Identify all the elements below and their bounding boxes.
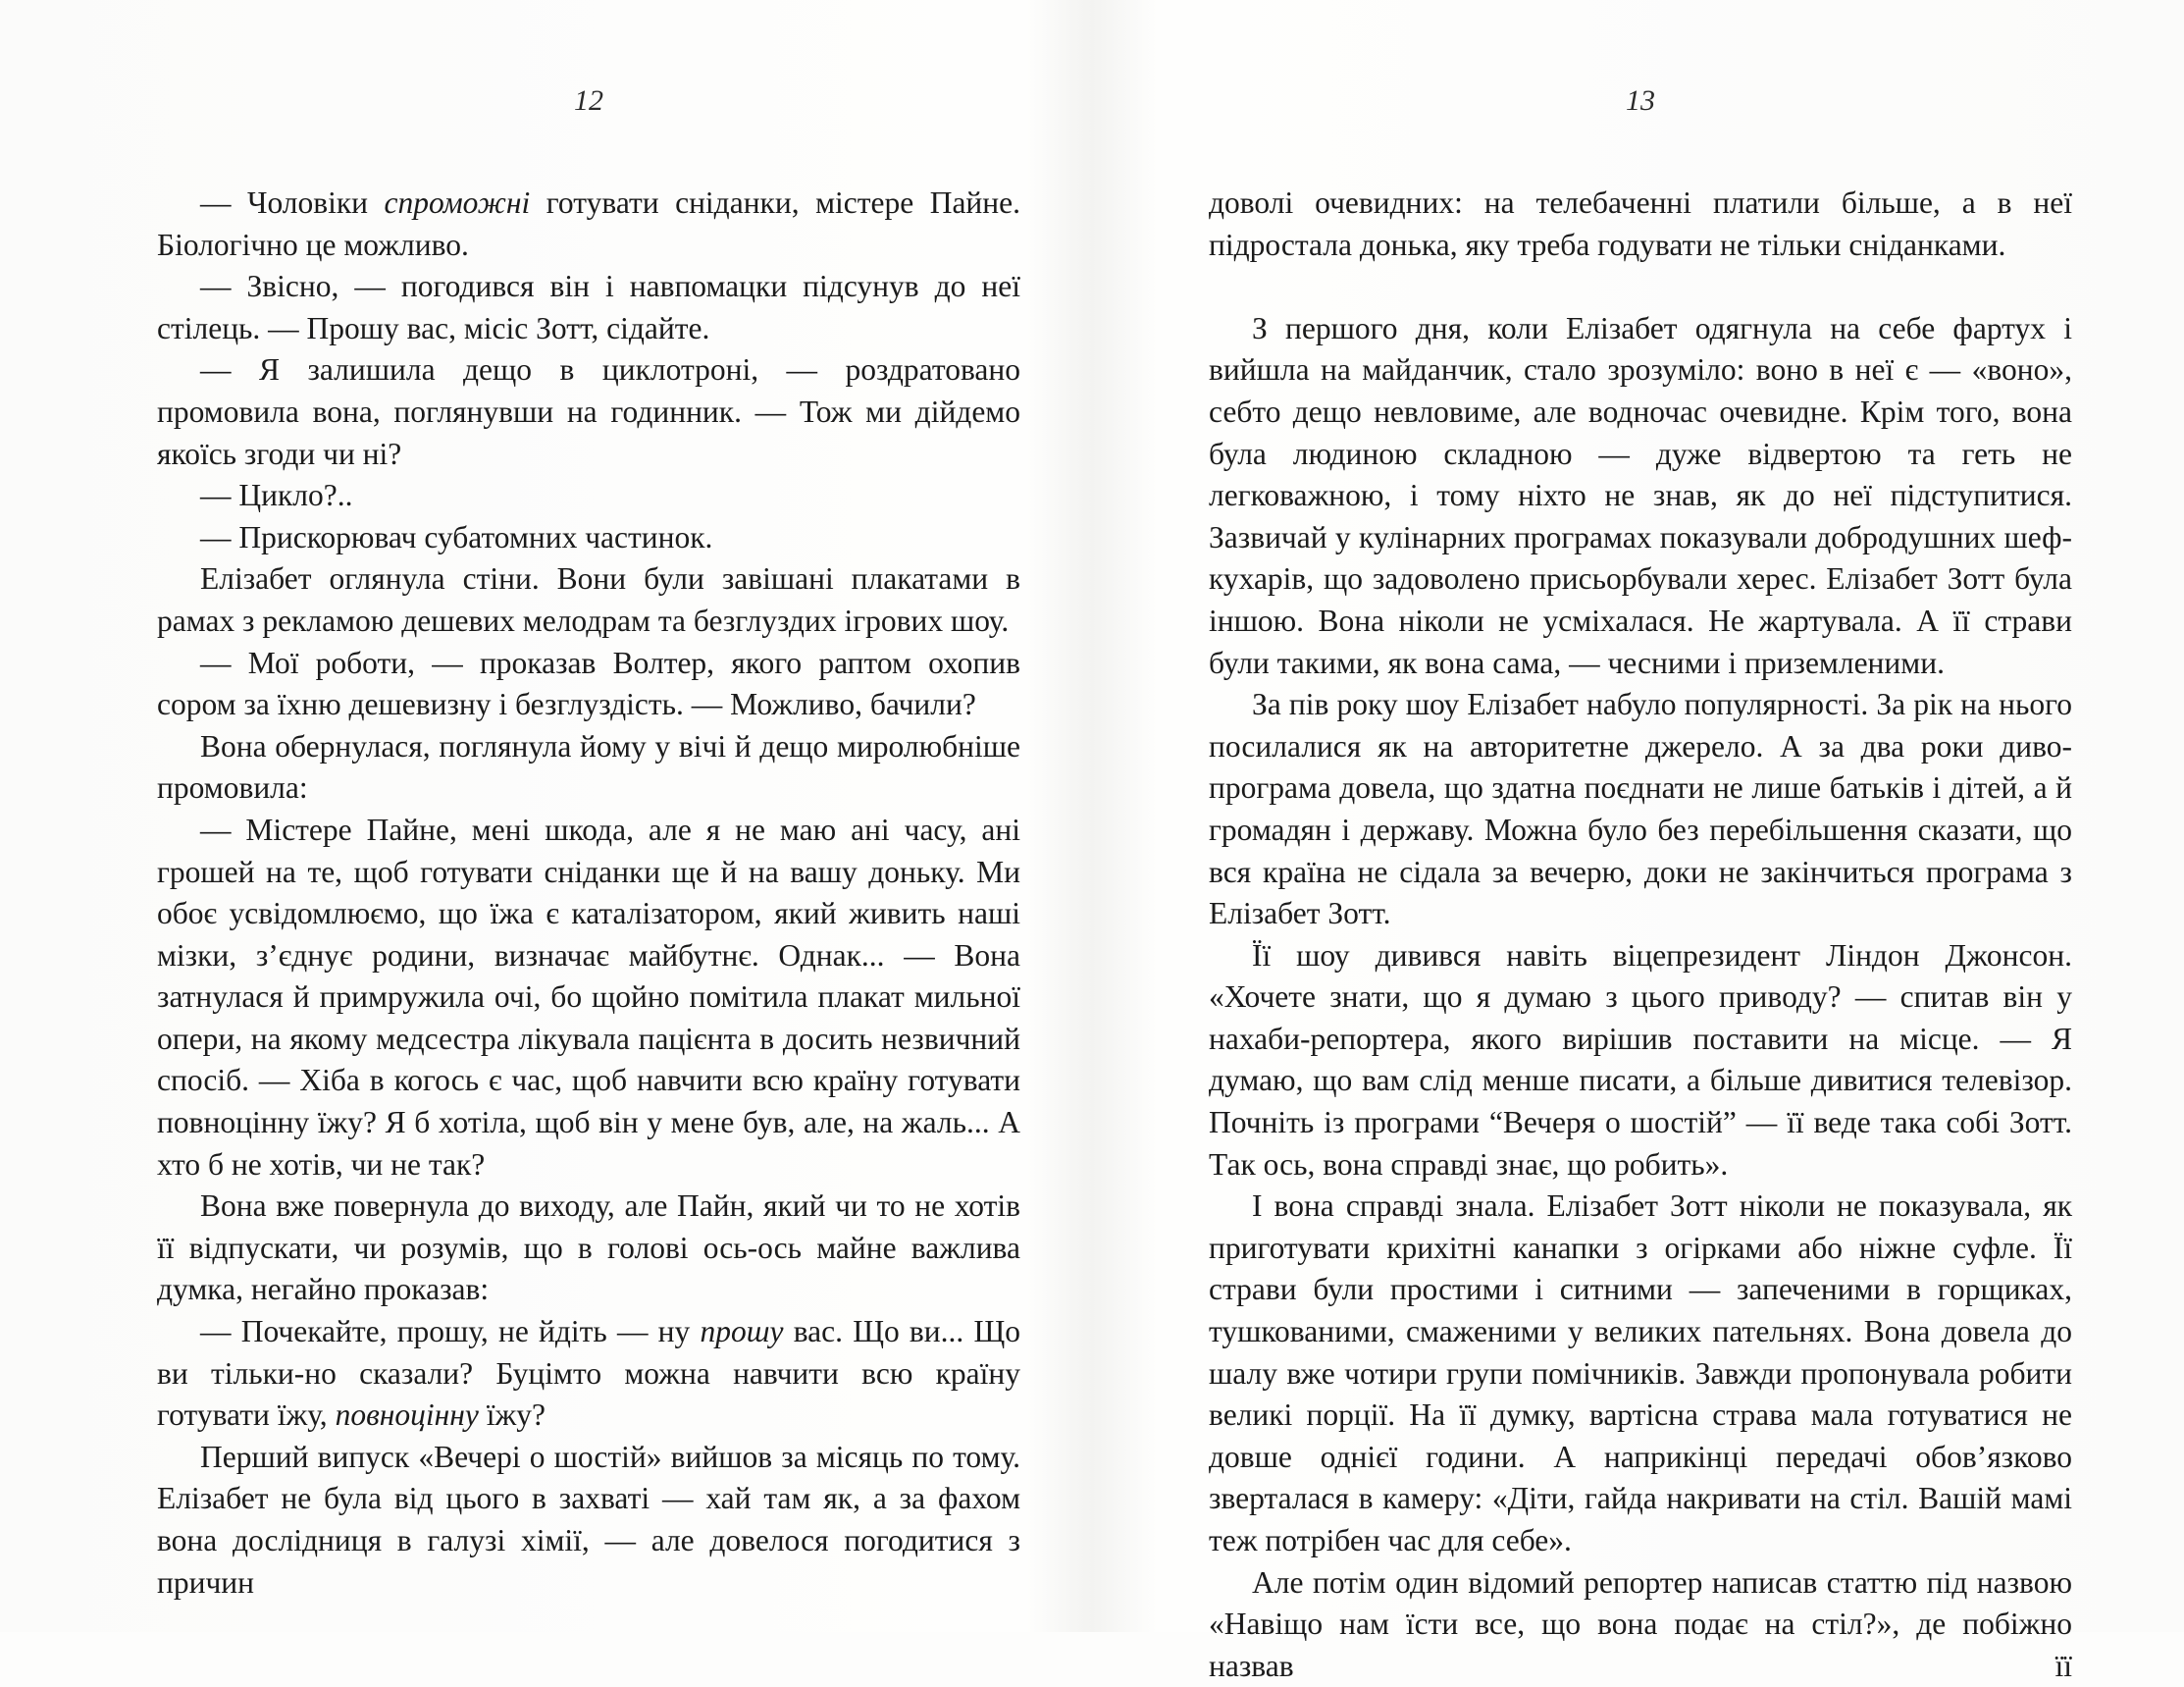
paragraph: За пів року шоу Елізабет набуло популярності. За рік на нього посилалися як на авторитетне джерело. А за два роки диво-програма довела, що здатна поєднати не лише батьків і дітей, а й громадян і державу. Можна було без перебільшення сказати, що вся країна не сідала за вечерю, доки не закінчиться програма з Елізабет Зотт.	[1209, 687, 2072, 931]
paragraph: Перший випуск «Вечері о шостій» вийшов за місяць по тому. Елізабет не була від цього в захваті — хай там як, а за фахом вона дослідниця в галузі хімії, — але довелося погодитися з причин	[157, 1439, 1020, 1600]
page-text	[157, 183, 1020, 1604]
italic-run: прошу	[700, 1314, 784, 1349]
paragraph	[157, 1311, 1020, 1437]
paragraph: Її шоу дивився навіть віцепрезидент Ліндон Джонсон. «Хочете знати, що я думаю з цього приводу? — спитав він у нахаби-репортера, якого вирішив поставити на місце. — Я думаю, що вам слід менше писати, а більше дивитися телевізор. Почніть із програми “Вечеря о шостій” — її веде така собі Зотт. Так ось, вона справді знає, що робить».	[1209, 937, 2072, 1182]
text-run: їжу?	[478, 1397, 546, 1433]
page-number: 13	[1626, 84, 1655, 117]
text-run: вас. Що ви... Що ви тільки-но сказали? Буцімто можна навчити всю країну готувати їжу,	[157, 1314, 1020, 1433]
paragraph: З першого дня, коли Елізабет одягнула на себе фартух і вийшла на майданчик, стало зрозуміло: воно в неї є — «воно», себто дещо невловиме, але водночас очевидне. Крім того, вона була людиною складною — дуже відвертою та геть не легковажною, і тому ніхто не знав, як до неї підступитися. Зазвичай у кулінарних програмах показували добродушних шеф-кухарів, що задоволено присьорбували херес. Елізабет Зотт була іншою. Вона ніколи не усміхалася. Не жартувала. А її страви були такими, як вона сама, — чесними і приземленими.	[1209, 310, 2072, 680]
page-number: 12	[574, 84, 603, 117]
text-run: — Чоловіки	[200, 185, 385, 220]
paragraph	[157, 183, 1020, 266]
paragraph: — Цикло?..	[200, 478, 353, 513]
paragraph: Вона вже повернула до виходу, але Пайн, який чи то не хотів її відпускати, чи розумів, що в голові ось-ось майне важлива думка, негайно проказав:	[157, 1188, 1020, 1307]
paragraph: — Я залишила дещо в циклотроні, — роздратовано промовила вона, поглянувши на годинник. — Тож ми дійдемо якоїсь згоди чи ні?	[157, 352, 1020, 471]
italic-run: спроможні	[384, 185, 531, 220]
italic-run: повноцінну	[335, 1397, 479, 1433]
text-run: — Почекайте, прошу, не йдіть — ну	[200, 1314, 701, 1349]
right-page	[1209, 0, 2072, 1683]
paragraph: — Містере Пайне, мені шкода, але я не маю ані часу, ані грошей на те, щоб готувати сніданки ще й на вашу доньку. Ми обоє усвідомлюємо, що їжа є каталізатором, який живить наші мізки, з’єднує родини, визначає майбутнє. Однак... — Вона затнулася й примружила очі, бо щойно помітила плакат мильної опери, на якому медсестра лікувала пацієнта в досить незвичний спосіб. — Хіба в когось є час, щоб навчити всю країну готувати повноцінну їжу? Я б хотіла, щоб він у мене був, але, на жаль... А хто б не хотів, чи не так?	[157, 812, 1020, 1182]
paragraph: І вона справді знала. Елізабет Зотт ніколи не показувала, як приготувати крихітні канапки з огірками або ніжне суфле. Її страви були простими і ситними — запеченими в горщиках, тушкованими, смаженими у великих пательнях. Вона довела до шалу вже чотири групи помічників. Завжди пропонувала робити великі порції. На її думку, вартісна страва мала готуватися не довше однієї години. А наприкінці передачі обов’язково зверталася в камеру: «Діти, гайда накривати на стіл. Вашій мамі теж потрібен час для себе».	[1209, 1188, 2072, 1557]
paragraph: Але потім один відомий репортер написав статтю під назвою «Навіщо нам їсти все, що вона подає на стіл?», де побіжно назвав її	[1209, 1564, 2072, 1683]
paragraph: — Звісно, — погодився він і навпомацки підсунув до неї стілець. — Прошу вас, місіс Зотт, сідайте.	[157, 269, 1020, 345]
paragraph: — Прискорювач субатомних частинок.	[200, 519, 713, 554]
paragraph: Елізабет оглянула стіни. Вони були завішані плакатами в рамах з рекламою дешевих мелодрам та безглуздих ігрових шоу.	[157, 561, 1020, 638]
paragraph: — Мої роботи, — проказав Волтер, якого раптом охопив сором за їхню дешевизну і безглуздість. — Можливо, бачили?	[157, 645, 1020, 722]
paragraph: Вона обернулася, поглянула йому у вічі й дещо миролюбніше промовила:	[157, 728, 1020, 806]
left-page	[157, 0, 1020, 1632]
text-run: готувати сніданки, містере Пайне. Біологічно це можливо.	[157, 185, 1020, 262]
paragraph: доволі очевидних: на телебаченні платили більше, а в неї підростала донька, яку треба годувати не тільки сніданками.	[1209, 185, 2072, 262]
page-text	[1209, 183, 2072, 1687]
